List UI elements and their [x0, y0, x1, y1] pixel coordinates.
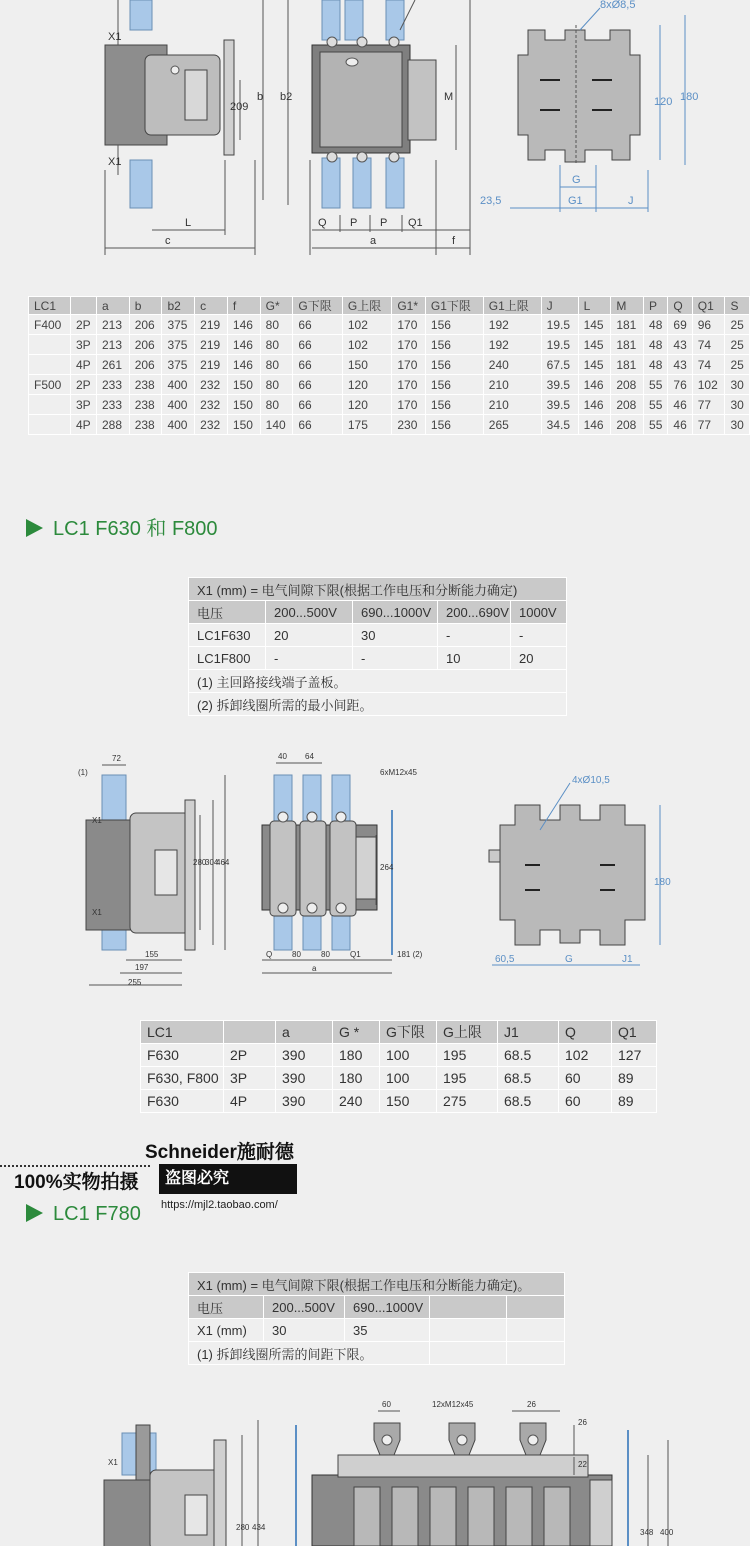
table-cell: 195 [437, 1067, 498, 1090]
table-cell: 25 [725, 335, 750, 355]
table-cell: 66 [293, 375, 342, 395]
label-P2: P [380, 217, 388, 229]
table-cell [29, 395, 71, 415]
table-cell: 89 [612, 1067, 657, 1090]
table-cell: 74 [692, 335, 725, 355]
table-header-cell: Q1 [692, 297, 725, 315]
label-G1: G1 [568, 195, 583, 207]
table-cell: 192 [483, 315, 541, 335]
label-304: 304 [205, 858, 219, 867]
label-x1-bottom: X1 [108, 156, 122, 168]
table-cell: 146 [578, 415, 611, 435]
table-cell: 120 [342, 395, 391, 415]
label-22: 22 [578, 1460, 587, 1469]
label-23-5: 23,5 [480, 195, 502, 207]
table-cell: 180 [333, 1044, 380, 1067]
table-cell: 100 [380, 1044, 437, 1067]
label-f: f [452, 235, 456, 247]
table-cell: 400 [162, 375, 195, 395]
table-row [29, 415, 750, 435]
label-155: 155 [145, 950, 159, 959]
table-cell: 275 [437, 1090, 498, 1113]
table-row [29, 335, 750, 355]
table-cell: 213 [96, 315, 129, 335]
label-screws: 12xM12x45 [432, 1400, 474, 1409]
table-cell: 48 [644, 335, 668, 355]
table-cell: 60 [559, 1067, 612, 1090]
table-cell: 400 [162, 395, 195, 415]
table-header-cell: b2 [162, 297, 195, 315]
table-cell: 127 [612, 1044, 657, 1067]
note-caption: X1 (mm) = 电气间隙下限(根据工作电压和分断能力确定) [189, 578, 567, 601]
table-cell: F400 [29, 315, 71, 335]
table-cell: 66 [293, 395, 342, 415]
table-header-cell: b [129, 297, 162, 315]
watermark-url: https://mjl2.taobao.com/ [161, 1199, 278, 1211]
table-header-cell: M [611, 297, 644, 315]
note-caption: X1 (mm) = 电气间隙下限(根据工作电压和分断能力确定)。 [189, 1273, 565, 1296]
table-cell: 89 [612, 1090, 657, 1113]
table-cell: 150 [380, 1090, 437, 1113]
table-cell: 181 [611, 315, 644, 335]
table-cell: 2P [70, 375, 96, 395]
table-cell: 156 [425, 395, 483, 415]
table-cell: 60 [559, 1090, 612, 1113]
label-Q: Q [266, 950, 273, 959]
table-cell: 48 [644, 355, 668, 375]
watermark-line2: 100%实物拍摄 [14, 1172, 139, 1193]
table-cell: 10 [438, 647, 511, 670]
table-cell: 102 [559, 1044, 612, 1067]
table-cell: 55 [644, 375, 668, 395]
label-80a: 80 [292, 950, 301, 959]
label-434: 434 [252, 1523, 266, 1532]
label-181: 181 (2) [397, 950, 423, 959]
table-cell: 120 [342, 375, 391, 395]
table-cell: 288 [96, 415, 129, 435]
table-header-cell [70, 297, 96, 315]
table-cell: 30 [725, 375, 750, 395]
table-row [189, 647, 567, 670]
table-header-cell: G下限 [293, 297, 342, 315]
clearance-note-table-f780 [188, 1272, 565, 1365]
table-header-cell: G1上限 [483, 297, 541, 315]
table-cell: 170 [392, 335, 426, 355]
table-cell: 2P [70, 315, 96, 335]
table-cell: 219 [195, 315, 228, 335]
table-cell: 68.5 [498, 1044, 559, 1067]
label-348: 348 [640, 1528, 654, 1537]
table-row [141, 1044, 657, 1067]
table-cell: - [353, 647, 438, 670]
label-G: G [565, 954, 573, 965]
label-note-1: (1) [78, 768, 88, 777]
table-cell: 39.5 [541, 375, 578, 395]
table-cell: 150 [227, 375, 260, 395]
label-J1: J1 [622, 954, 633, 965]
label-209: 209 [230, 101, 249, 113]
table-cell: 55 [644, 415, 668, 435]
table-cell: 240 [483, 355, 541, 375]
table-cell: 80 [260, 355, 293, 375]
table-row [29, 315, 750, 335]
table-cell: 219 [195, 335, 228, 355]
table-cell: 102 [342, 315, 391, 335]
note-header-cell: 电压 [189, 601, 266, 624]
table-cell: 48 [644, 315, 668, 335]
note-header-cell: 电压 [189, 1296, 264, 1319]
table-cell: F630 [141, 1044, 224, 1067]
table-cell: 80 [260, 335, 293, 355]
table-cell: 19.5 [541, 335, 578, 355]
table-cell: 240 [333, 1090, 380, 1113]
label-screws: 6xM12x45 [380, 768, 417, 777]
table-cell: 67.5 [541, 355, 578, 375]
table-cell: 55 [644, 395, 668, 415]
label-c: c [165, 235, 171, 247]
table-cell: 2P [224, 1044, 276, 1067]
table-cell: 66 [293, 355, 342, 375]
table-cell: 400 [162, 415, 195, 435]
label-Q1: Q1 [350, 950, 361, 959]
table-header-cell: J1 [498, 1021, 559, 1044]
table-header-cell: S [725, 297, 750, 315]
table-row [29, 395, 750, 415]
label-40: 40 [278, 752, 287, 761]
table-cell: 146 [227, 355, 260, 375]
table-cell: 25 [725, 355, 750, 375]
table-cell: 30 [725, 415, 750, 435]
table-row [29, 375, 750, 395]
table-header-cell: Q [668, 297, 692, 315]
table-cell: 96 [692, 315, 725, 335]
label-b: b [257, 91, 264, 103]
table-cell: 20 [511, 647, 567, 670]
label-M: M [444, 91, 454, 103]
table-cell: 3P [70, 395, 96, 415]
table-header-cell: L [578, 297, 611, 315]
table-cell: 39.5 [541, 395, 578, 415]
label-72: 72 [112, 754, 121, 763]
table-cell: 375 [162, 355, 195, 375]
table-row [189, 624, 567, 647]
watermark-badge: 盗图必究 [159, 1164, 297, 1194]
table-cell: 150 [227, 395, 260, 415]
section-title-f780: LC1 F780 [26, 1203, 141, 1226]
table-cell: 100 [380, 1067, 437, 1090]
table-header-cell: G * [333, 1021, 380, 1044]
table-cell: 25 [725, 315, 750, 335]
note-header-cell: 200...500V [264, 1296, 345, 1319]
table-cell: 4P [70, 355, 96, 375]
note-header-cell [507, 1296, 565, 1319]
table-cell: 261 [96, 355, 129, 375]
table-header-cell: G1* [392, 297, 426, 315]
table-cell: 145 [578, 355, 611, 375]
table-cell: 77 [692, 415, 725, 435]
label-180: 180 [654, 877, 671, 888]
label-400: 400 [660, 1528, 674, 1537]
triangle-bullet-icon [26, 519, 43, 537]
table-cell: 219 [195, 355, 228, 375]
table-cell: 76 [668, 375, 692, 395]
table-cell: - [266, 647, 353, 670]
table-row [189, 1319, 565, 1342]
table-cell: 146 [578, 395, 611, 415]
table-header-cell: G上限 [342, 297, 391, 315]
table-cell: 170 [392, 375, 426, 395]
label-80b: 80 [321, 950, 330, 959]
table-cell: F630, F800 [141, 1067, 224, 1090]
label-180: 180 [680, 91, 699, 103]
section-title-f630-f800: LC1 F630 和 F800 [26, 512, 218, 541]
table-cell: 208 [611, 395, 644, 415]
dimension-table-f400-f500 [28, 296, 750, 435]
table-cell: 375 [162, 315, 195, 335]
table-cell: 74 [692, 355, 725, 375]
label-x1-top: X1 [108, 31, 122, 43]
label-b2: b2 [280, 91, 293, 103]
table-header-cell: c [195, 297, 228, 315]
table-cell: 145 [578, 315, 611, 335]
label-120: 120 [654, 96, 673, 108]
table-cell: 19.5 [541, 315, 578, 335]
dimension-drawing-f400-f500 [0, 0, 750, 260]
table-cell: 180 [333, 1067, 380, 1090]
table-header-cell: a [276, 1021, 333, 1044]
table-cell: 232 [195, 395, 228, 415]
table-cell: 210 [483, 395, 541, 415]
label-x1: X1 [108, 1458, 118, 1467]
label-280: 280 [193, 858, 207, 867]
table-cell: 20 [266, 624, 353, 647]
table-cell: 192 [483, 335, 541, 355]
table-cell: 233 [96, 395, 129, 415]
table-cell: 77 [692, 395, 725, 415]
table-header-row [29, 297, 750, 315]
table-cell: 4P [224, 1090, 276, 1113]
label-255: 255 [128, 978, 142, 987]
table-cell: 170 [392, 395, 426, 415]
table-header-cell: G下限 [380, 1021, 437, 1044]
table-cell: 43 [668, 355, 692, 375]
table-cell: 46 [668, 415, 692, 435]
dimension-drawing-f780 [0, 1395, 750, 1546]
table-cell: 34.5 [541, 415, 578, 435]
table-cell: - [511, 624, 567, 647]
label-holes: 8xØ8,5 [600, 0, 636, 11]
table-cell: 146 [227, 315, 260, 335]
label-a: a [312, 964, 317, 973]
table-cell: 232 [195, 375, 228, 395]
table-cell: 30 [264, 1319, 345, 1342]
table-cell: 156 [425, 415, 483, 435]
table-cell: 170 [392, 355, 426, 375]
table-cell: 390 [276, 1044, 333, 1067]
note-header-cell: 200...690V [438, 601, 511, 624]
table-cell: 80 [260, 395, 293, 415]
table-cell: 206 [129, 335, 162, 355]
table-cell: 181 [611, 335, 644, 355]
note-header-cell: 200...500V [266, 601, 353, 624]
table-cell [430, 1319, 507, 1342]
table-cell: 208 [611, 415, 644, 435]
table-cell: 232 [195, 415, 228, 435]
table-cell: 3P [70, 335, 96, 355]
table-cell: 170 [392, 315, 426, 335]
table-cell: 156 [425, 375, 483, 395]
label-J: J [628, 195, 634, 207]
table-cell: 35 [345, 1319, 430, 1342]
label-x1-bottom: X1 [92, 908, 102, 917]
table-header-cell: LC1 [29, 297, 71, 315]
label-280: 280 [236, 1523, 250, 1532]
table-cell: LC1F800 [189, 647, 266, 670]
table-cell: 213 [96, 335, 129, 355]
table-header-cell: Q1 [612, 1021, 657, 1044]
table-cell: 175 [342, 415, 391, 435]
table-cell: 375 [162, 335, 195, 355]
label-L: L [185, 217, 192, 229]
table-cell: 30 [353, 624, 438, 647]
table-row [141, 1067, 657, 1090]
table-cell: 156 [425, 355, 483, 375]
table-header-cell: J [541, 297, 578, 315]
table-cell: 68.5 [498, 1090, 559, 1113]
label-P1: P [350, 217, 358, 229]
watermark-brand: Schneider施耐德 [145, 1142, 294, 1163]
table-cell: 238 [129, 375, 162, 395]
note-header-cell: 690...1000V [353, 601, 438, 624]
label-264: 264 [380, 863, 394, 872]
table-cell: 43 [668, 335, 692, 355]
table-cell: - [438, 624, 511, 647]
table-cell: 68.5 [498, 1067, 559, 1090]
table-cell: 390 [276, 1090, 333, 1113]
table-cell: 238 [129, 415, 162, 435]
table-header-cell: a [96, 297, 129, 315]
table-row [29, 355, 750, 375]
note-header-cell: 690...1000V [345, 1296, 430, 1319]
label-26b: 26 [578, 1418, 587, 1427]
table-cell [507, 1319, 565, 1342]
table-cell: 80 [260, 375, 293, 395]
label-60: 60 [382, 1400, 391, 1409]
footnote-1: (1) 主回路接线端子盖板。 [189, 670, 567, 693]
table-cell: 156 [425, 315, 483, 335]
label-x1-top: X1 [92, 816, 102, 825]
label-197: 197 [135, 963, 149, 972]
note-header-cell: 1000V [511, 601, 567, 624]
table-header-cell: Q [559, 1021, 612, 1044]
footnote-2: (2) 拆卸线圈所需的最小间距。 [189, 693, 567, 716]
label-holes: 4xØ10,5 [572, 775, 610, 786]
table-cell: X1 (mm) [189, 1319, 264, 1342]
table-cell: 150 [342, 355, 391, 375]
label-G: G [572, 174, 581, 186]
table-cell: 233 [96, 375, 129, 395]
note-header-cell [430, 1296, 507, 1319]
dimension-table-f630-f800 [140, 1020, 657, 1113]
table-cell: 3P [224, 1067, 276, 1090]
table-header-cell [224, 1021, 276, 1044]
table-cell: 66 [293, 315, 342, 335]
table-cell: 156 [425, 335, 483, 355]
table-cell: 30 [725, 395, 750, 415]
table-cell: 146 [227, 335, 260, 355]
table-header-row [141, 1021, 657, 1044]
table-header-cell: G上限 [437, 1021, 498, 1044]
table-cell: 208 [611, 375, 644, 395]
table-cell: F630 [141, 1090, 224, 1113]
table-header-cell: f [227, 297, 260, 315]
label-Q: Q [318, 217, 327, 229]
label-26a: 26 [527, 1400, 536, 1409]
table-cell: 195 [437, 1044, 498, 1067]
table-header-cell: P [644, 297, 668, 315]
table-cell: 102 [692, 375, 725, 395]
table-cell [29, 415, 71, 435]
table-cell: 238 [129, 395, 162, 415]
table-cell: 390 [276, 1067, 333, 1090]
label-Q1: Q1 [408, 217, 423, 229]
table-cell [29, 355, 71, 375]
table-header-cell: G* [260, 297, 293, 315]
label-60-5: 60,5 [495, 954, 515, 965]
table-cell: 66 [293, 335, 342, 355]
table-header-cell: G1下限 [425, 297, 483, 315]
table-cell: F500 [29, 375, 71, 395]
table-cell: 265 [483, 415, 541, 435]
table-cell [29, 335, 71, 355]
table-cell: 66 [293, 415, 342, 435]
table-cell: 80 [260, 315, 293, 335]
label-a: a [370, 235, 377, 247]
label-464: 464 [216, 858, 230, 867]
table-cell: 140 [260, 415, 293, 435]
table-header-cell: LC1 [141, 1021, 224, 1044]
table-cell: 145 [578, 335, 611, 355]
table-cell: 69 [668, 315, 692, 335]
dimension-drawing-f630-f800 [0, 745, 750, 995]
label-64: 64 [305, 752, 314, 761]
triangle-bullet-icon [26, 1204, 43, 1222]
table-cell: 206 [129, 315, 162, 335]
table-row [141, 1090, 657, 1113]
table-cell: 4P [70, 415, 96, 435]
table-cell: 46 [668, 395, 692, 415]
table-cell: 181 [611, 355, 644, 375]
footnote-1: (1) 拆卸线圈所需的间距下限。 [189, 1342, 430, 1365]
table-cell: 230 [392, 415, 426, 435]
table-cell: 146 [578, 375, 611, 395]
table-cell: LC1F630 [189, 624, 266, 647]
clearance-note-table-f630 [188, 577, 567, 716]
table-cell: 102 [342, 335, 391, 355]
table-cell: 206 [129, 355, 162, 375]
table-cell: 150 [227, 415, 260, 435]
table-cell: 210 [483, 375, 541, 395]
